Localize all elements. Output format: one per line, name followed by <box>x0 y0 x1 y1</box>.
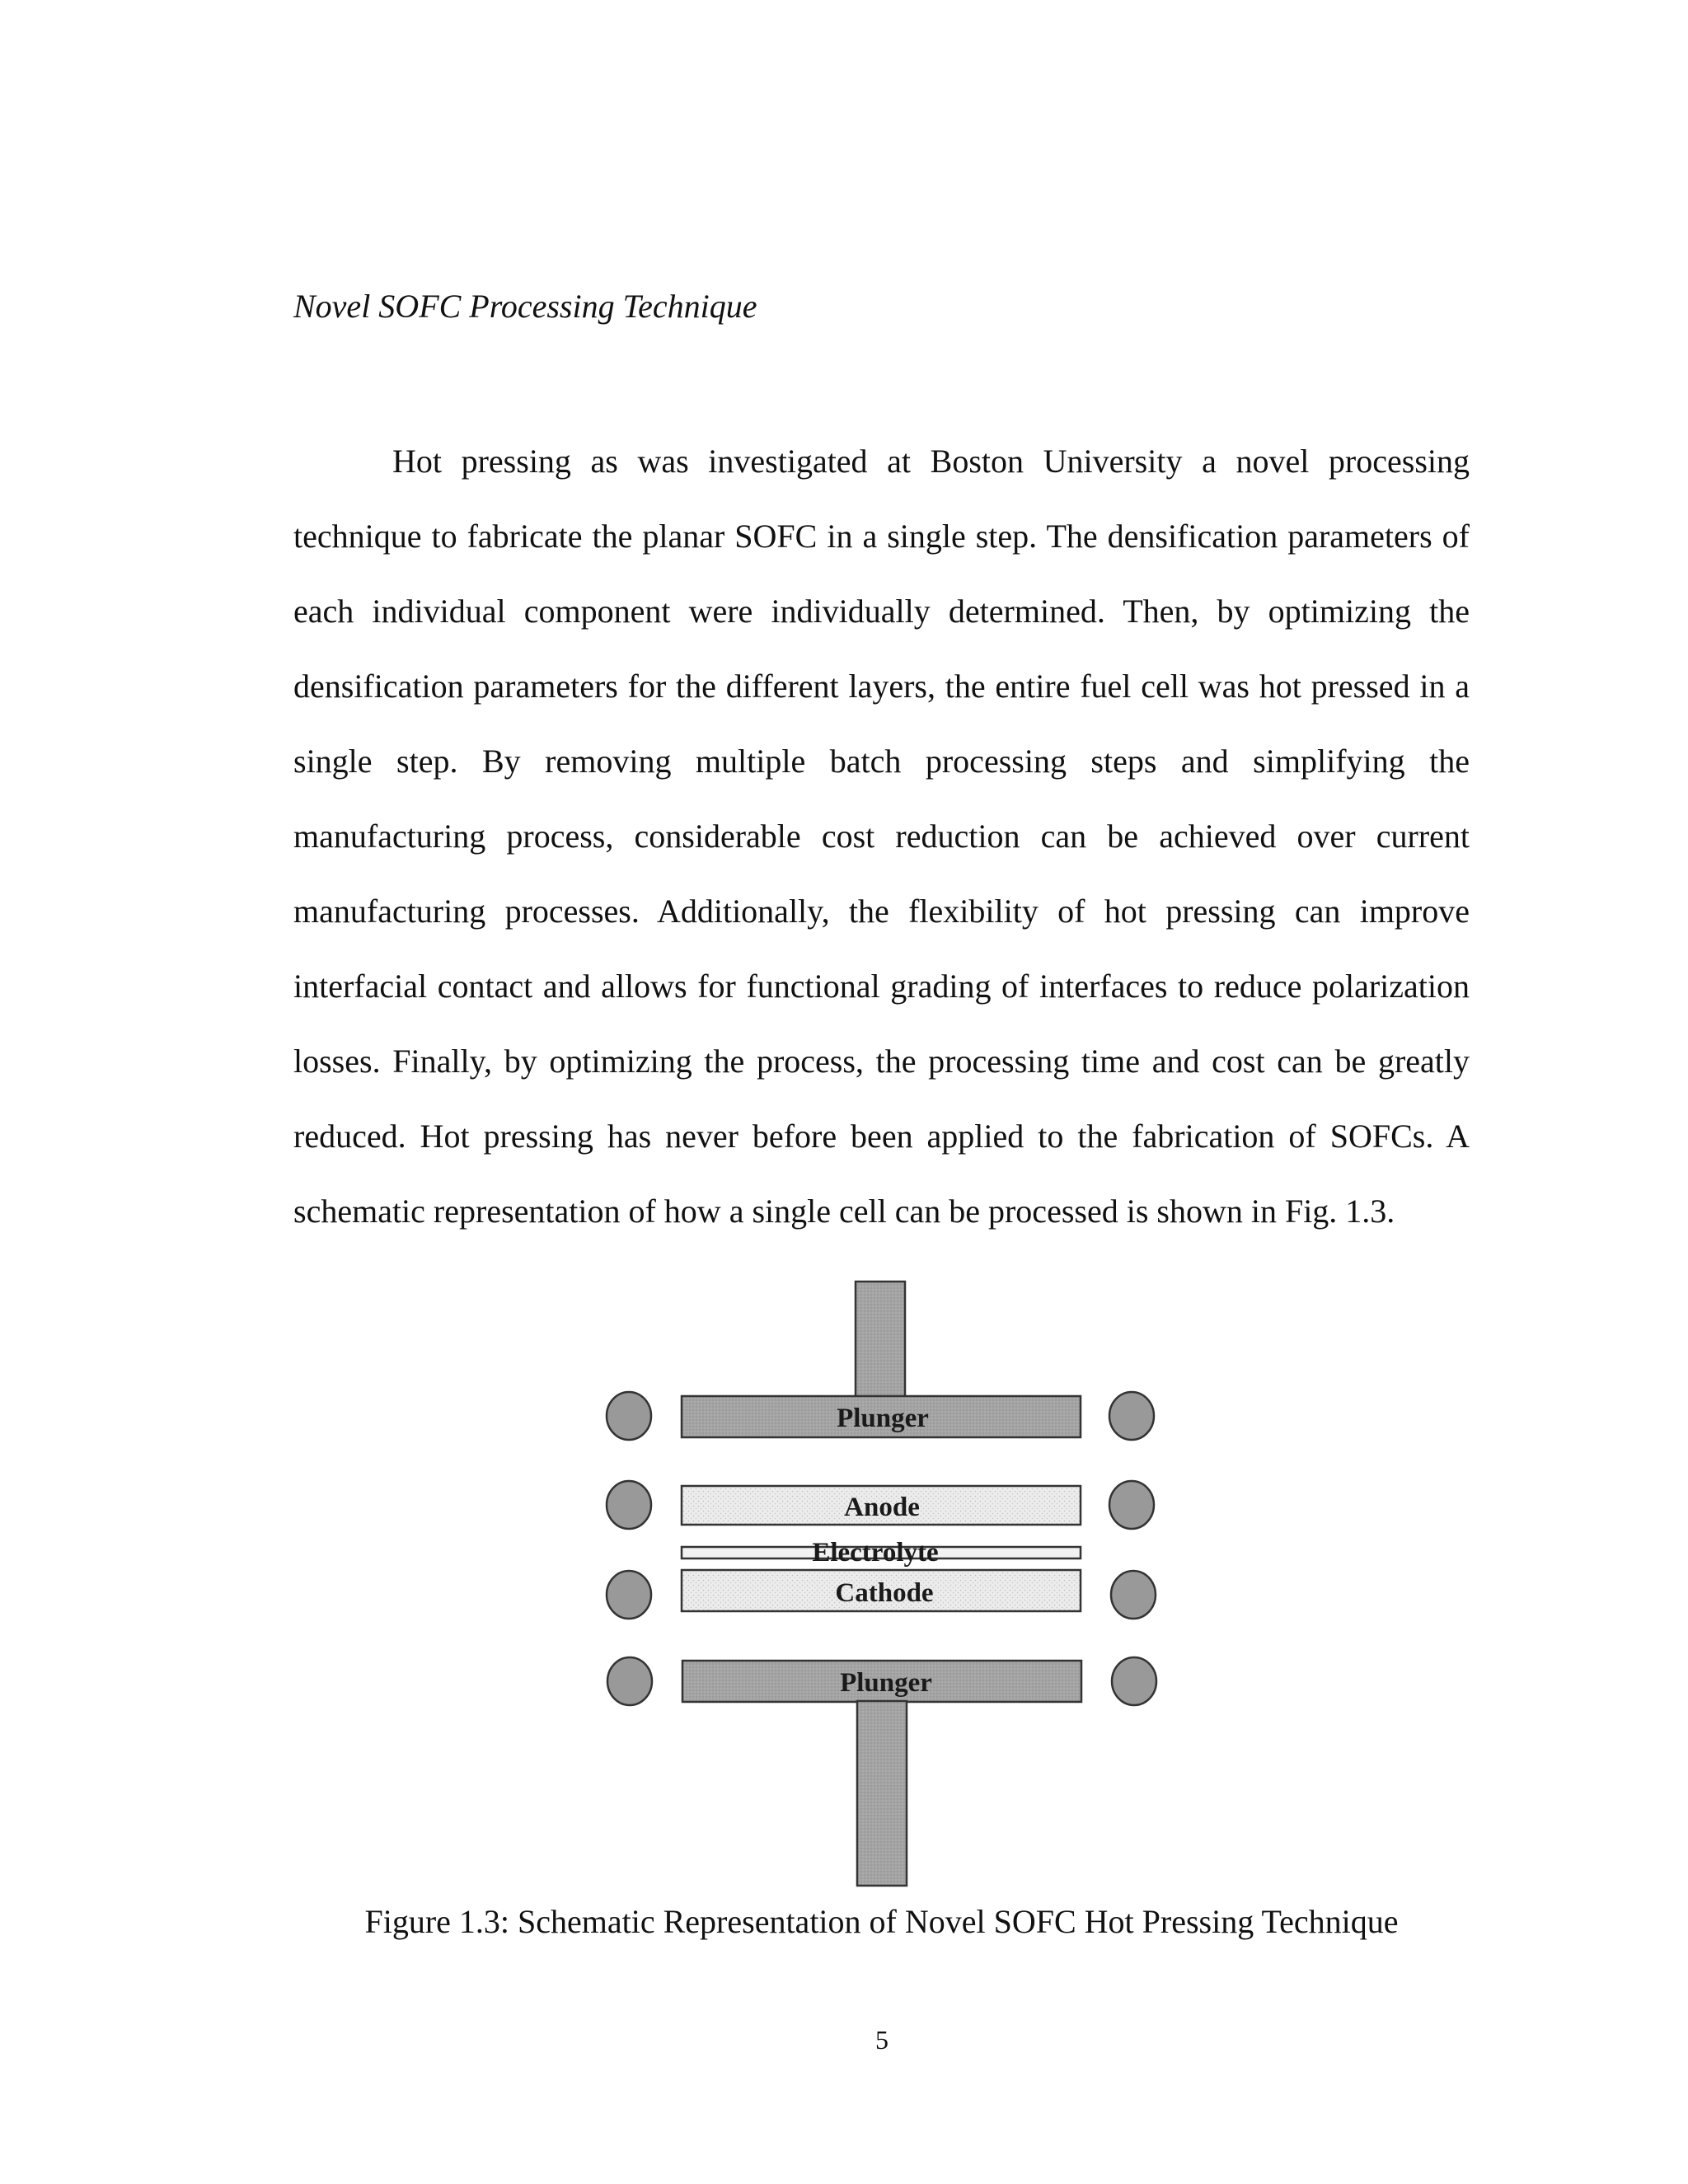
bottom-plunger-label: Plunger <box>840 1668 932 1698</box>
section-title: Novel SOFC Processing Technique <box>293 288 757 325</box>
top-plunger-label: Plunger <box>837 1404 929 1433</box>
paragraph-line: each individual component were individually determined. Then, by optimizing the <box>293 593 1470 630</box>
cathode-label: Cathode <box>835 1578 934 1608</box>
paragraph-line: reduced. Hot pressing has never before been applied to the fabrication of SOFCs. A <box>293 1118 1470 1155</box>
schematic-svg <box>593 1277 1170 1891</box>
paragraph-line: manufacturing processes. Additionally, the flexibility of hot pressing can improve <box>293 893 1470 930</box>
paragraph-line: Hot pressing as was investigated at Boston University a novel processing <box>392 443 1470 480</box>
page-number: 5 <box>875 2025 889 2055</box>
paragraph-line: interfacial contact and allows for functional grading of interfaces to reduce polarization <box>293 968 1470 1005</box>
hot-pressing-schematic <box>593 1277 1170 1891</box>
electrolyte-label: Electrolyte <box>812 1538 939 1568</box>
paragraph-line: single step. By removing multiple batch processing steps and simplifying the <box>293 743 1470 780</box>
heater-circle-right-1 <box>1109 1392 1154 1440</box>
bottom-plunger-stem <box>857 1701 907 1886</box>
heater-circle-left-4 <box>607 1657 652 1705</box>
figure-caption: Figure 1.3: Schematic Representation of Novel SOFC Hot Pressing Technique <box>364 1903 1399 1940</box>
paragraph-line: schematic representation of how a single cell can be processed is shown in Fig. 1.3. <box>293 1193 1395 1230</box>
heater-circle-left-2 <box>607 1481 651 1529</box>
heater-circle-left-3 <box>607 1571 651 1619</box>
heater-circle-right-2 <box>1109 1481 1154 1529</box>
paragraph-line: losses. Finally, by optimizing the process, the processing time and cost can be greatly <box>293 1043 1470 1080</box>
anode-label: Anode <box>844 1493 920 1522</box>
paragraph-line: technique to fabricate the planar SOFC in a single step. The densification parameters of <box>293 518 1470 555</box>
paragraph-line: densification parameters for the different layers, the entire fuel cell was hot pressed in a <box>293 668 1470 705</box>
paragraph-line: manufacturing process, considerable cost reduction can be achieved over current <box>293 818 1470 855</box>
heater-circle-left-1 <box>607 1392 651 1440</box>
heater-circle-right-4 <box>1112 1657 1156 1705</box>
heater-circle-right-3 <box>1111 1571 1156 1619</box>
top-plunger-stem <box>856 1282 905 1397</box>
